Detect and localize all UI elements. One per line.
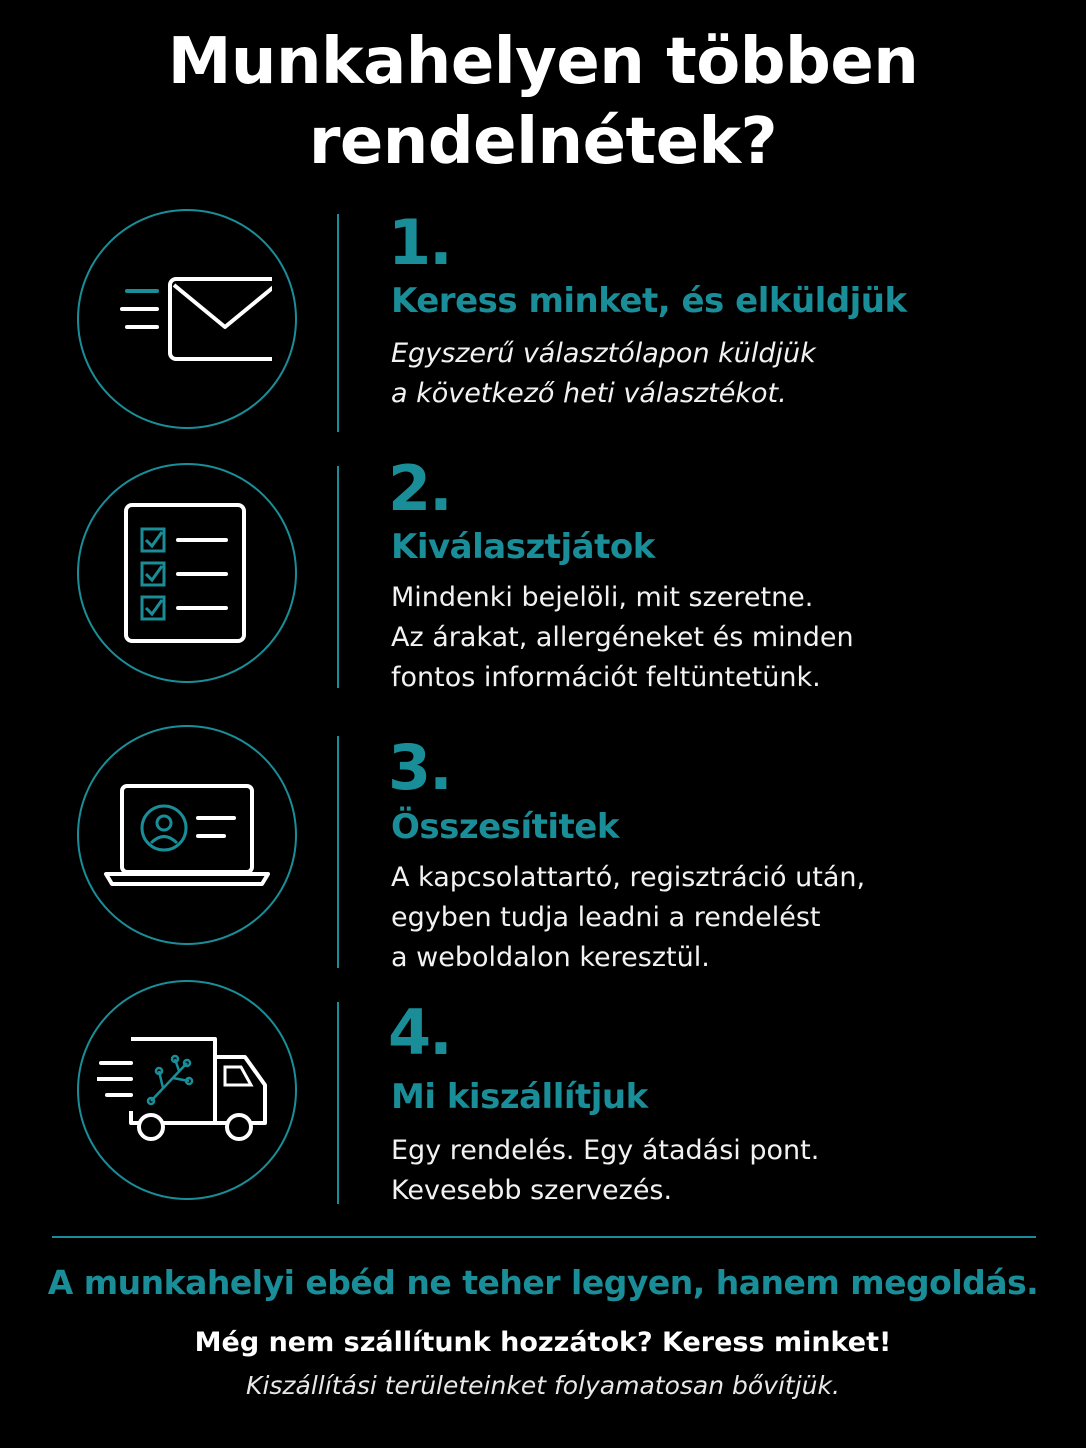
step-2-line-2: Az árakat, allergéneket és minden (391, 622, 854, 653)
step-4-heading: Mi kiszállítjuk (391, 1077, 648, 1117)
step-1-line-1: Egyszerű választólapon küldjük (391, 338, 816, 369)
envelope-icon (102, 269, 272, 369)
step-2-heading: Kiválasztjátok (391, 527, 655, 567)
footer-cta: Még nem szállítunk hozzátok? Keress minket! (194, 1327, 892, 1358)
step-2-description (391, 578, 854, 698)
footer-divider (52, 1236, 1036, 1238)
step-2-number: 2. (388, 452, 451, 525)
step-1-icon-circle (77, 209, 297, 429)
step-2-line-1: Mindenki bejelöli, mit szeretne. (391, 582, 814, 613)
step-2-divider (337, 466, 339, 688)
title-line-2: rendelnétek? (308, 105, 778, 179)
step-3-line-2: egyben tudja leadni a rendelést (391, 902, 821, 933)
step-1-heading: Keress minket, és elküldjük (391, 281, 907, 321)
step-1-divider (337, 214, 339, 432)
step-3-icon-circle (77, 725, 297, 945)
step-4-line-1: Egy rendelés. Egy átadási pont. (391, 1135, 820, 1166)
step-4-line-2: Kevesebb szervezés. (391, 1175, 673, 1206)
step-4-divider (337, 1002, 339, 1204)
step-1-description (391, 334, 816, 414)
checklist-icon (122, 501, 252, 646)
step-4-description (391, 1131, 819, 1211)
step-3-line-1: A kapcsolattartó, regisztráció után, (391, 862, 866, 893)
step-3-description (391, 858, 865, 978)
step-2-icon-circle (77, 463, 297, 683)
delivery-truck-icon (97, 1035, 277, 1145)
title-line-1: Munkahelyen többen (167, 25, 919, 99)
step-1-line-2: a következő heti választékot. (391, 378, 787, 409)
page-title (0, 22, 1086, 182)
footer-note: Kiszállítási területeinket folyamatosan bővítjük. (246, 1371, 840, 1400)
step-1-number: 1. (388, 206, 451, 279)
step-3-divider (337, 736, 339, 968)
step-3-number: 3. (388, 731, 451, 804)
step-4-icon-circle (77, 980, 297, 1200)
step-2-line-3: fontos információt feltüntetünk. (391, 662, 821, 693)
laptop-profile-icon (102, 780, 272, 890)
step-4-number: 4. (388, 996, 451, 1069)
step-3-line-3: a weboldalon keresztül. (391, 942, 710, 973)
footer-slogan: A munkahelyi ebéd ne teher legyen, hanem megoldás. (47, 1263, 1039, 1302)
step-3-heading: Összesítitek (391, 807, 619, 847)
